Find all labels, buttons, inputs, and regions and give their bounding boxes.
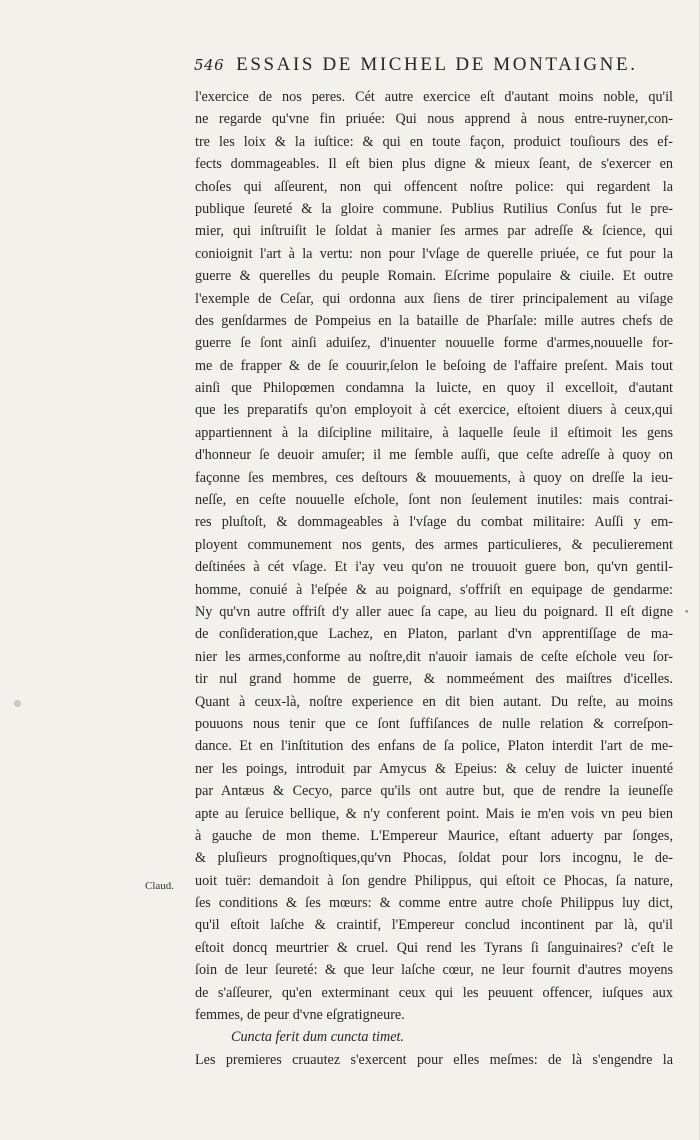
text-line: apte au ſeruice bellique, & n'y conferent point. Mais ie m'en vois vn peu bien [195,805,673,822]
text-line: par Antæus & Cecyo, parce qu'ils ont autre but, que de rendre la ieuneſſe [195,783,673,800]
text-line: ployent communement nos gents, des armes particulieres, & peculierement [195,536,673,553]
text-line: ainſi que Philopœmen condamna la luicte, en quoy il excelloit, d'autant [195,380,673,397]
margin-note: Claud. [145,880,175,892]
text-line: ſoin de leur ſeureté: & que leur laſche cœur, ne leur fournit d'autres moyens [195,962,673,979]
text-line: tre les loix & la iuſtice: & qui en toute façon, produict touſiours des ef- [195,133,673,150]
text-line: façonne ſes membres, ces deſtours & mouuements, à quoy on dreſſe la ieu- [195,469,673,486]
text-line: ner les poings, introduit par Amycus & Epeius: & celuy de luicter inuenté [195,760,673,777]
text-line: mier, qui inſtruiſit le ſoldat à manier ſes armes par adreſſe & ſcience, qui [195,223,673,240]
text-line: de s'aſſeurer, qu'en exterminant ceux qui les peuuent offencer, iuſques aux [195,984,673,1001]
text-line: l'exercice de nos peres. Cét autre exercice eſt d'autant moins noble, qu'il [195,89,673,105]
text-line: l'exemple de Ceſar, qui ordonna aux ſiens de tirer principalement au viſage [195,290,673,307]
text-line: & pluſieurs prognoſtiques,qu'vn Phocas, ſoldat pour lors incognu, le de- [195,850,673,867]
text-line: à gauche de mon theme. L'Empereur Maurice, eſtant aduerty par ſonges, [195,827,673,844]
text-line: me de frapper & de ſe couurir,ſelon le beſoing de l'affaire preſent. Mais tout [195,357,673,374]
text-line: dance. Et en l'inſtitution des enfans de ſa police, Platon interdit l'art de me- [195,738,673,755]
paper-stain [14,700,21,707]
text-line: que les preparatifs qu'on employoit à cét exercice, eſtoient diuers à ceux,qui [195,402,673,419]
text-line: deſtinées à cét vſage. Et i'ay veu qu'on ne trouuoit guere bon, qu'vn gentil- [195,559,673,576]
running-head [194,54,654,80]
text-line: uoit tuër: demandoit à ſon gendre Philippus, qui eſtoit ce Phocas, ſa nature, [195,872,673,889]
text-line: femmes, de peur d'vne eſgratigneure. [195,1007,405,1024]
text-line: choſes qui aſſeurent, non qui offencent noſtre police: qui regardent la [195,178,673,195]
text-line: Les premieres cruautez s'exercent pour elles meſmes: de là s'engendre la [195,1051,673,1068]
text-line: des genſdarmes de Pompeius en la bataille de Pharſale: mille autres chefs de [195,312,673,329]
text-line: nier les armes,conforme au noſtre,dit n'auoir iamais de ceſte eſchole veu ſor- [195,648,673,665]
text-line: eſtoit doncq meurtrier & cruel. Qui rend les Tyrans ſi ſanguinaires? c'eſt le [195,939,673,956]
text-line: tir nul grand homme de guerre, & nommeément des maiſtres d'icelles. [195,671,673,688]
text-line: conioignit l'art à la vertu: non pour l'vſage de querelle priuée, ce fut pour la [195,245,673,262]
text-line: qu'il eſtoit laſche & craintif, l'Empereur conclud incontinent par là, qu'il [195,917,673,934]
text-line: d'honneur ſe deuoir amuſer; il me ſemble auſſi, que ceſte adreſſe à quoy on [195,447,673,464]
text-line: de conſideration,que Lachez, en Platon, parlant d'vn apprentiſſage de ma- [195,626,673,643]
text-line: fects dommageables. Il eſt bien plus digne & mieux ſeant, de s'exercer en [195,156,673,173]
text-line: Quant à ceux-là, noſtre experience en dit bien autant. Du reſte, au moins [195,693,673,710]
text-line: homme, conuié à l'eſpée & au poignard, s'offriſt en equipage de gendarme: [195,581,673,598]
text-line: Ny qu'vn autre offriſt d'y aller auec ſa cape, au lieu du poignard. Il eſt digne [195,603,673,620]
text-line: guerre ſe ſont ainſi aduiſez, d'inuenter nouuelle forme d'armes,nouuelle for- [195,335,673,352]
text-line: publique ſeureté & la gloire commune. Publius Rutilius Conſus fut le pre- [195,200,673,217]
text-line: pouuons nous tenir que ce ſont ſuffiſances de nulle relation & correſpon- [195,715,673,732]
text-line: res pluſtoſt, & dommageables à l'vſage du combat militaire: Auſſi y em- [195,514,673,531]
text-line: guerre & querelles du peuple Romain. Eſcrime populaire & ciuile. Et outre [195,268,673,285]
text-line: ne regarde qu'vne fin priuée: Qui nous apprend à nous entre-ruyner,con- [195,111,673,128]
page-number: 546 [194,56,225,74]
text-line: appartiennent à la diſcipline militaire, à laquelle ſeule il eſtimoit les gens [195,424,673,441]
body-text [195,86,673,1071]
edge-mark: • [684,608,690,618]
text-line: neſſe, en ceſte nouuelle eſchole, ſont non ſeulement inutiles: mais contrai- [195,492,673,509]
latin-quote: Cuncta ferit dum cuncta timet. [231,1029,404,1046]
running-title: ESSAIS DE MICHEL DE MONTAIGNE. [236,54,638,75]
text-line: ſes conditions & ſes mœurs: & comme entre autre choſe Philippus luy dict, [195,895,673,912]
